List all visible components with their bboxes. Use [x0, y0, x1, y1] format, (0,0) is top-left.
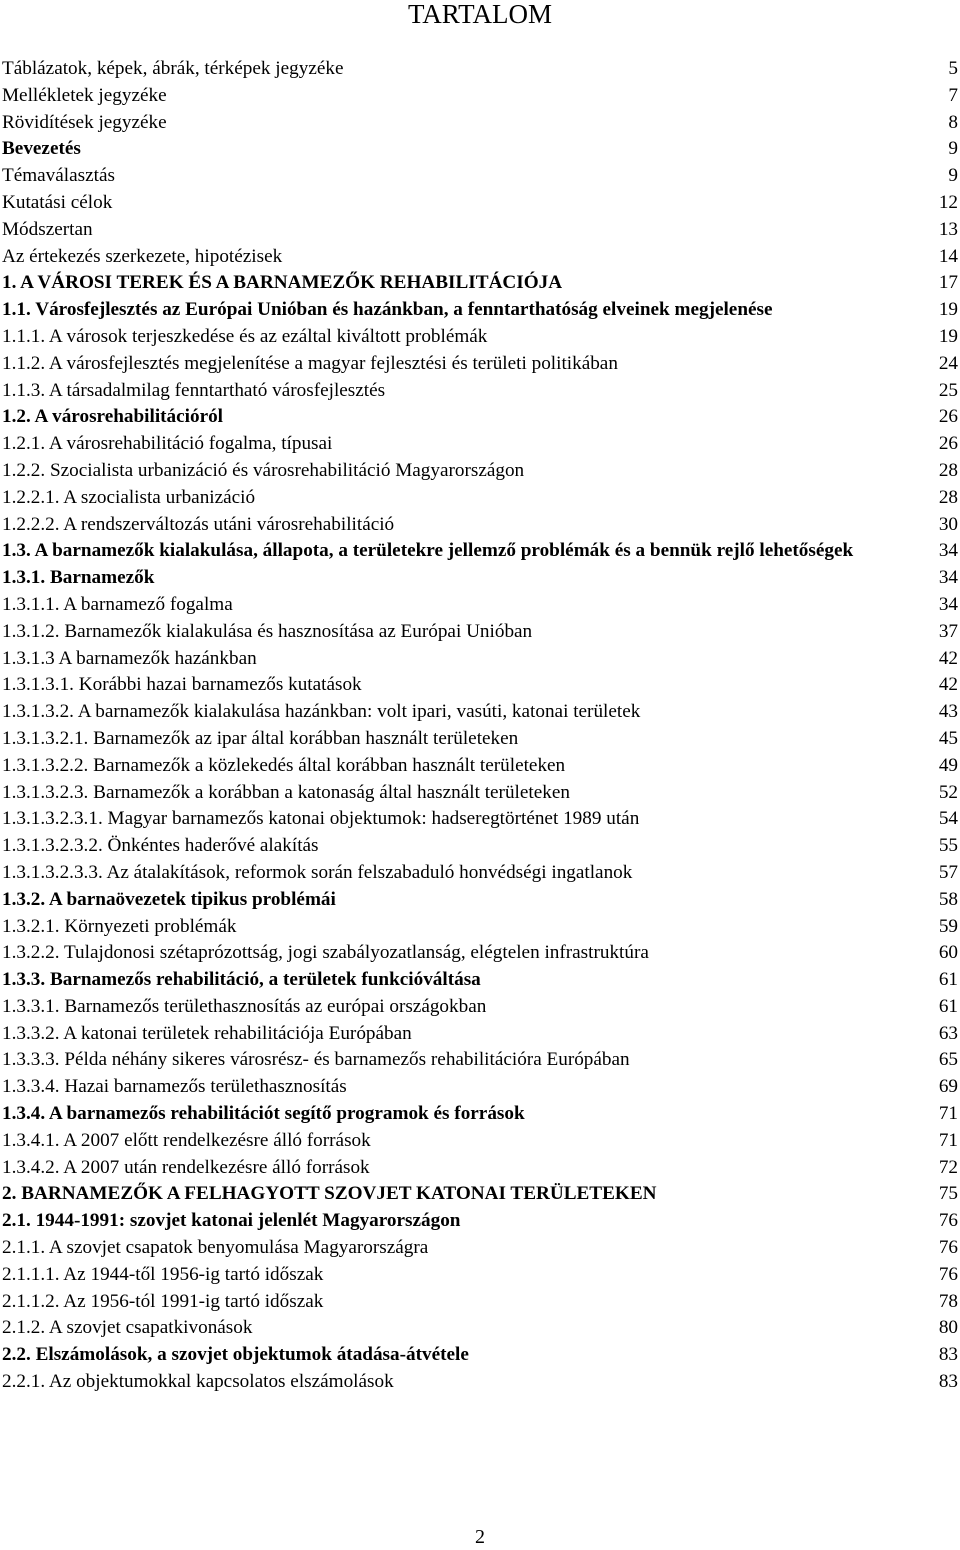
toc-entry[interactable] — [2, 163, 960, 190]
toc-entry-label: Bevezetés — [2, 138, 81, 160]
toc-entry[interactable] — [2, 270, 960, 297]
toc-entry-label: 2.1.1.1. Az 1944-től 1956-ig tartó időszak — [2, 1263, 324, 1285]
toc-entry-page: 57 — [938, 861, 958, 883]
toc-entry-page: 9 — [948, 138, 958, 160]
toc-entry[interactable] — [2, 1047, 960, 1074]
toc-entry-page: 55 — [938, 835, 958, 857]
toc-entry-page: 14 — [938, 245, 958, 267]
toc-entry[interactable] — [2, 1021, 960, 1048]
toc-entry-page: 71 — [938, 1129, 958, 1151]
toc-entry[interactable] — [2, 297, 960, 324]
toc-entry-page: 34 — [938, 567, 958, 589]
toc-entry-label: Mellékletek jegyzéke — [2, 84, 167, 106]
page-title: TARTALOM — [407, 0, 553, 29]
toc-entry-label: 1.1.3. A társadalmilag fenntartható városfejlesztés — [2, 379, 386, 401]
toc-entry[interactable] — [2, 485, 960, 512]
toc-entry-page: 34 — [938, 593, 958, 615]
toc-entry[interactable] — [2, 672, 960, 699]
toc-entry[interactable] — [2, 324, 960, 351]
toc-entry-label: Az értekezés szerkezete, hipotézisek — [2, 245, 283, 267]
toc-entry[interactable] — [2, 833, 960, 860]
toc-entry-page: 83 — [938, 1344, 958, 1366]
toc-entry-page: 76 — [938, 1263, 958, 1285]
toc-entry-page: 30 — [938, 513, 958, 535]
toc-entry-label: Témaválasztás — [2, 165, 115, 187]
toc-entry-page: 65 — [938, 1049, 958, 1071]
toc-entry-label: 2.2. Elszámolások, a szovjet objektumok átadása-átvétele — [2, 1344, 469, 1366]
toc-entry-label: 1.3.3.3. Példa néhány sikeres városrész- és barnamezős rehabilitációra Európában — [2, 1049, 630, 1071]
toc-entry-label: 2.1.1. A szovjet csapatok benyomulása Magyarországra — [2, 1237, 429, 1259]
toc-entry-label: Rövidítések jegyzéke — [2, 111, 167, 133]
toc-entry-page: 7 — [948, 84, 958, 106]
toc-entry-page: 52 — [938, 781, 958, 803]
toc-entry[interactable] — [2, 458, 960, 485]
toc-entry-label: Táblázatok, képek, ábrák, térképek jegyzéke — [2, 58, 344, 79]
toc-entry-page: 43 — [938, 701, 958, 723]
toc-entry[interactable] — [2, 1181, 960, 1208]
toc-entry-label: 1.3.1. Barnamezők — [2, 567, 155, 589]
toc-entry-page: 61 — [938, 995, 958, 1017]
toc-entry[interactable] — [2, 190, 960, 217]
toc-entry[interactable] — [2, 378, 960, 405]
toc-entry-page: 9 — [948, 165, 958, 187]
toc-entry[interactable] — [2, 217, 960, 244]
toc-entry[interactable] — [2, 806, 960, 833]
toc-entry-label: 1.3.1.3.2.3.2. Önkéntes haderővé alakítás — [2, 835, 319, 857]
toc-entry-page: 63 — [938, 1022, 958, 1044]
toc-entry-page: 45 — [938, 727, 958, 749]
toc-entry[interactable] — [2, 646, 960, 673]
toc-entry-label: 1.1.2. A városfejlesztés megjelenítése a magyar fejlesztési és területi politikában — [2, 352, 618, 374]
toc-entry-page: 26 — [938, 406, 958, 428]
toc-entry-page: 28 — [938, 486, 958, 508]
toc-entry-label: 1.3.1.3.2.3.1. Magyar barnamezős katonai objektumok: hadseregtörténet 1989 után — [2, 808, 640, 830]
toc-entry-label: 1.3.1.1. A barnamező fogalma — [2, 593, 233, 615]
toc-entry-label: 2. BARNAMEZŐK A FELHAGYOTT SZOVJET KATONAI TERÜLETEKEN — [2, 1183, 657, 1205]
toc-entry-label: 1.3.2. A barnaövezetek tipikus problémái — [2, 888, 336, 910]
toc-entry-label: 1.3.1.3.2. A barnamezők kialakulása hazánkban: volt ipari, vasúti, katonai területek — [2, 701, 641, 723]
toc-entry-page: 12 — [938, 191, 958, 213]
toc-entry[interactable] — [2, 1262, 960, 1289]
toc-entry-page: 13 — [938, 218, 958, 240]
toc-entry[interactable] — [2, 136, 960, 163]
toc-entry-page: 28 — [938, 459, 958, 481]
toc-entry-page: 59 — [938, 915, 958, 937]
toc-entry[interactable] — [2, 56, 960, 83]
toc-entry[interactable] — [2, 1369, 960, 1396]
toc-entry[interactable] — [2, 1289, 960, 1316]
toc-entry-page: 24 — [938, 352, 958, 374]
toc-entry[interactable] — [2, 110, 960, 137]
toc-entry[interactable] — [2, 83, 960, 110]
toc-entry-page: 17 — [938, 272, 958, 294]
toc-entry-page: 58 — [938, 888, 958, 910]
toc-entry-page: 61 — [938, 969, 958, 991]
toc-entry-label: 1.3.1.3.2.2. Barnamezők a közlekedés által korábban használt területeken — [2, 754, 566, 776]
toc-entry-page: 54 — [938, 808, 958, 830]
toc-entry[interactable] — [2, 1315, 960, 1342]
toc-entry[interactable] — [2, 887, 960, 914]
toc-entry-page: 76 — [938, 1237, 958, 1259]
page-number: 2 — [475, 1526, 485, 1548]
toc-entry-label: 1.2. A városrehabilitációról — [2, 406, 224, 428]
toc-entry-label: 1.3.1.3.2.3. Barnamezők a korábban a katonaság által használt területeken — [2, 781, 570, 803]
toc-entry-label: 2.1.2. A szovjet csapatkivonások — [2, 1317, 253, 1339]
toc-entry-page: 42 — [938, 647, 958, 669]
toc-entry-page: 60 — [938, 942, 958, 964]
table-of-contents — [2, 56, 960, 1396]
toc-entry[interactable] — [2, 592, 960, 619]
toc-entry-label: 1.3.1.3 A barnamezők hazánkban — [2, 647, 257, 669]
toc-entry-label: 1.2.2. Szocialista urbanizáció és városrehabilitáció Magyarországon — [2, 459, 525, 481]
toc-entry[interactable] — [2, 404, 960, 431]
toc-entry-label: 1. A VÁROSI TEREK ÉS A BARNAMEZŐK REHABILITÁCIÓJA — [2, 272, 563, 294]
toc-entry[interactable] — [2, 1235, 960, 1262]
toc-entry-label: 1.3.2.2. Tulajdonosi szétaprózottság, jogi szabályozatlanság, elégtelen infrastruktúra — [2, 942, 649, 964]
toc-entry-page: 72 — [938, 1156, 958, 1178]
toc-entry[interactable] — [2, 1155, 960, 1182]
toc-entry[interactable] — [2, 940, 960, 967]
toc-entry-label: 1.3.3.2. A katonai területek rehabilitációja Európában — [2, 1022, 412, 1044]
toc-entry-label: 1.3.4. A barnamezős rehabilitációt segítő programok és források — [2, 1103, 525, 1125]
toc-entry-label: 1.2.1. A városrehabilitáció fogalma, típusai — [2, 433, 333, 455]
toc-entry-page: 69 — [938, 1076, 958, 1098]
toc-entry-label: 1.3.3.4. Hazai barnamezős területhasznosítás — [2, 1076, 347, 1098]
toc-entry-page: 75 — [938, 1183, 958, 1205]
toc-entry-label: Kutatási célok — [2, 191, 113, 213]
toc-entry-page: 8 — [948, 111, 958, 133]
toc-entry[interactable] — [2, 914, 960, 941]
toc-entry-label: 1.3.1.3.2.3.3. Az átalakítások, reformok során felszabaduló honvédségi ingatlanok — [2, 861, 633, 883]
toc-entry[interactable] — [2, 1074, 960, 1101]
toc-entry-page: 26 — [938, 433, 958, 455]
toc-entry-page: 78 — [938, 1290, 958, 1312]
toc-entry-label: 1.1.1. A városok terjeszkedése és az ezáltal kiváltott problémák — [2, 325, 488, 347]
toc-entry[interactable] — [2, 244, 960, 271]
toc-entry[interactable] — [2, 351, 960, 378]
toc-entry-label: 2.1.1.2. Az 1956-tól 1991-ig tartó időszak — [2, 1290, 324, 1312]
toc-entry[interactable] — [2, 431, 960, 458]
toc-entry-label: 1.3.4.1. A 2007 előtt rendelkezésre álló források — [2, 1129, 371, 1151]
toc-entry[interactable] — [2, 512, 960, 539]
toc-entry[interactable] — [2, 1101, 960, 1128]
toc-entry-page: 49 — [938, 754, 958, 776]
toc-entry[interactable] — [2, 565, 960, 592]
toc-entry[interactable] — [2, 860, 960, 887]
toc-entry[interactable] — [2, 538, 960, 565]
toc-entry-page: 19 — [938, 325, 958, 347]
toc-entry-label: 1.3.2.1. Környezeti problémák — [2, 915, 237, 937]
toc-entry-page: 25 — [938, 379, 958, 401]
toc-entry-label: 1.2.2.2. A rendszerváltozás utáni városrehabilitáció — [2, 513, 395, 535]
toc-entry-label: Módszertan — [2, 218, 93, 240]
toc-entry-page: 19 — [938, 299, 958, 321]
toc-entry[interactable] — [2, 967, 960, 994]
toc-entry-label: 1.3.1.3.2.1. Barnamezők az ipar által korábban használt területeken — [2, 727, 519, 749]
toc-entry[interactable] — [2, 726, 960, 753]
toc-entry-page: 37 — [938, 620, 958, 642]
toc-entry[interactable] — [2, 753, 960, 780]
toc-entry-label: 1.3.1.3.1. Korábbi hazai barnamezős kutatások — [2, 674, 362, 696]
toc-entry[interactable] — [2, 780, 960, 807]
toc-entry[interactable] — [2, 699, 960, 726]
toc-entry-label: 1.1. Városfejlesztés az Európai Unióban és hazánkban, a fenntarthatóság elveinek megjelenése — [2, 299, 773, 321]
toc-entry[interactable] — [2, 1342, 960, 1369]
toc-entry-label: 1.3. A barnamezők kialakulása, állapota, a területekre jellemző problémák és a bennük rejlő lehetőségek — [2, 540, 854, 562]
toc-entry[interactable] — [2, 1128, 960, 1155]
toc-entry-page: 5 — [948, 58, 958, 79]
toc-entry[interactable] — [2, 1208, 960, 1235]
toc-entry-page: 71 — [938, 1103, 958, 1125]
toc-entry-label: 2.1. 1944-1991: szovjet katonai jelenlét Magyarországon — [2, 1210, 461, 1232]
toc-entry-page: 83 — [938, 1371, 958, 1393]
toc-entry-page: 76 — [938, 1210, 958, 1232]
toc-entry-page: 34 — [938, 540, 958, 562]
toc-entry-label: 2.2.1. Az objektumokkal kapcsolatos elszámolások — [2, 1371, 394, 1393]
toc-entry-page: 80 — [938, 1317, 958, 1339]
toc-entry-label: 1.3.1.2. Barnamezők kialakulása és hasznosítása az Európai Unióban — [2, 620, 533, 642]
toc-entry[interactable] — [2, 619, 960, 646]
toc-entry-label: 1.3.4.2. A 2007 után rendelkezésre álló források — [2, 1156, 370, 1178]
toc-entry[interactable] — [2, 994, 960, 1021]
toc-entry-label: 1.3.3.1. Barnamezős területhasznosítás az európai országokban — [2, 995, 487, 1017]
toc-entry-label: 1.3.3. Barnamezős rehabilitáció, a területek funkcióváltása — [2, 969, 481, 991]
toc-entry-page: 42 — [938, 674, 958, 696]
toc-entry-label: 1.2.2.1. A szocialista urbanizáció — [2, 486, 256, 508]
